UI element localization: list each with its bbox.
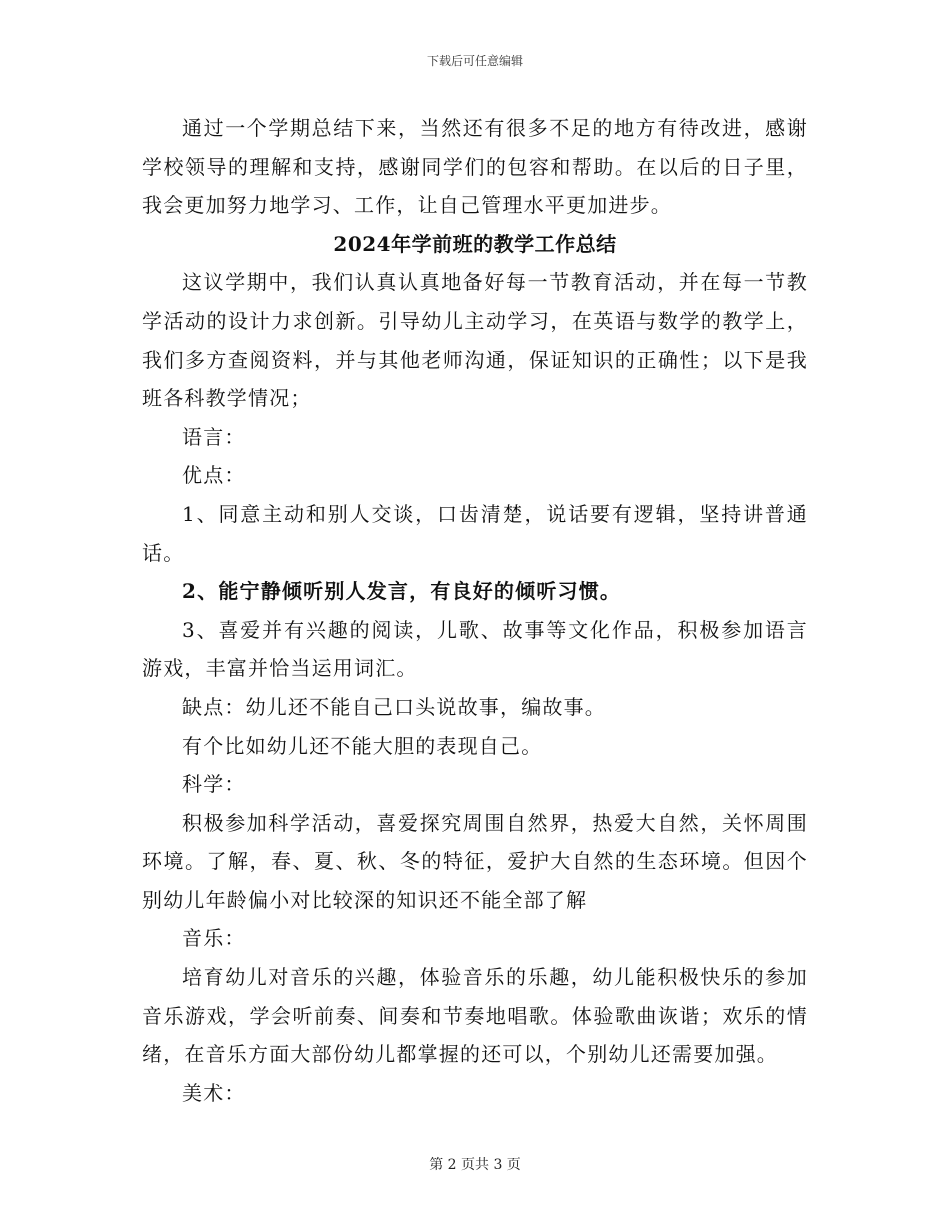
- document-body: [142, 109, 808, 1112]
- art-heading: 美术：: [182, 1080, 246, 1105]
- merit-item-3: 3、喜爱并有兴趣的阅读，儿歌、故事等文化作品，积极参加语言游戏，丰富并恰当运用词汇。: [142, 617, 808, 681]
- music-heading: 音乐：: [182, 926, 246, 951]
- science-paragraph: 积极参加科学活动，喜爱探究周围自然界，热爱大自然，关怀周围环境。了解，春、夏、秋、冬的特征，爱护大自然的生态环境。但因个别幼儿年龄偏小对比较深的知识还不能全部了解: [142, 810, 808, 912]
- merit-item-1: 1、同意主动和别人交谈，口齿清楚，说话要有逻辑，坚持讲普通话。: [142, 501, 808, 565]
- overview-paragraph: 这议学期中，我们认真认真地备好每一节教育活动，并在每一节教学活动的设计力求创新。引导幼儿主动学习，在英语与数学的教学上，我们多方查阅资料，并与其他老师沟通，保证知识的正确性；以下是我班各科教学情况；: [142, 270, 808, 411]
- language-heading: 语言：: [182, 424, 246, 449]
- shortcoming-paragraph: 缺点：幼儿还不能自己口头说故事，编故事。: [182, 694, 606, 719]
- merit-item-2: 2、能宁静倾听别人发言，有良好的倾听习惯。: [182, 579, 622, 604]
- shortcoming-paragraph-2: 有个比如幼儿还不能大胆的表现自己。: [182, 733, 543, 758]
- merits-heading: 优点：: [182, 463, 246, 488]
- page-footer: 第 2 页共 3 页: [429, 1157, 521, 1173]
- page-header: 下载后可任意编辑: [426, 54, 523, 68]
- intro-paragraph: 通过一个学期总结下来，当然还有很多不足的地方有待改进，感谢学校领导的理解和支持，感谢同学们的包容和帮助。在以后的日子里，我会更加努力地学习、工作，让自己管理水平更加进步。: [142, 116, 808, 218]
- science-heading: 科学：: [182, 772, 246, 797]
- music-paragraph: 培育幼儿对音乐的兴趣，体验音乐的乐趣，幼儿能积极快乐的参加音乐游戏，学会听前奏、间奏和节奏地唱歌。体验歌曲诙谐；欢乐的情绪，在音乐方面大部份幼儿都掌握的还可以，个别幼儿还需要加强。: [142, 965, 808, 1067]
- document-title: 2024年学前班的教学工作总结: [333, 231, 617, 256]
